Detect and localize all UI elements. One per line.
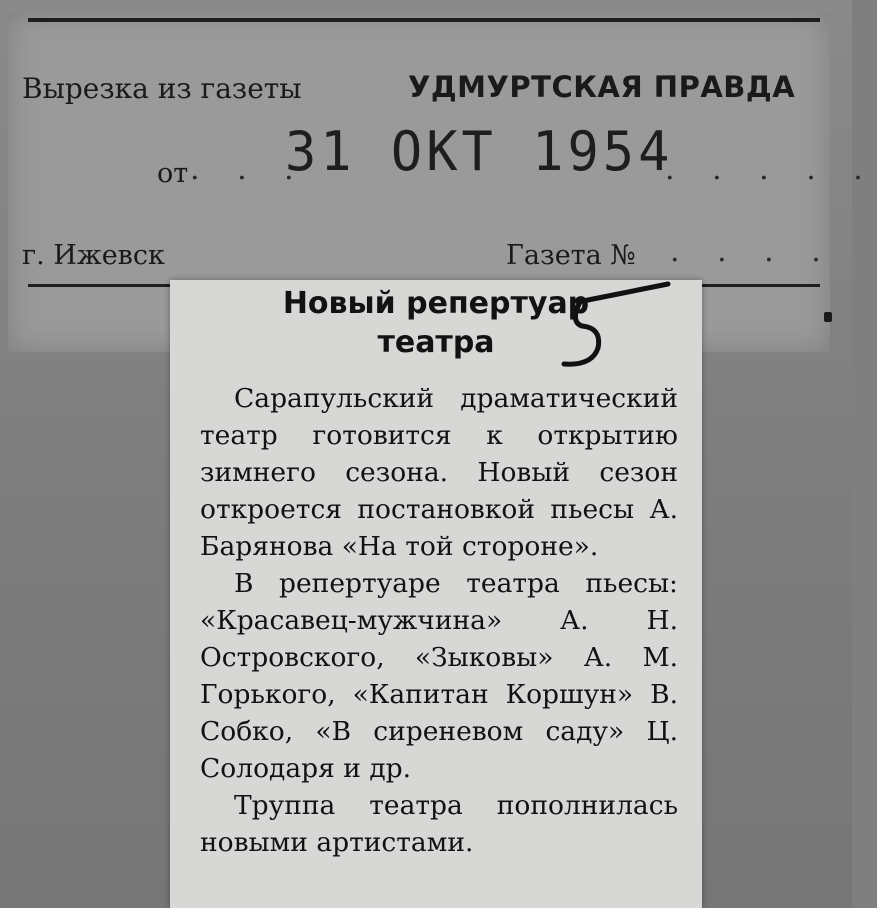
- newspaper-clipping: [170, 280, 702, 908]
- article-title-line1: Новый репертуар: [282, 286, 590, 321]
- gazeta-number-label: Газета №: [506, 240, 636, 271]
- article-paragraph: Сарапульский драматический театр готовится к открытию зимнего сезона. Новый сезон откроется постановкой пьесы А. Барянова «На той стороне».: [200, 383, 678, 562]
- date-stamp: 31 ОКТ 1954: [285, 120, 674, 184]
- date-prefix: от: [157, 158, 189, 189]
- gazeta-number-dots: . . . .: [670, 234, 835, 269]
- handwritten-mark-icon: [540, 282, 680, 372]
- clipping-caption: Вырезка из газеты: [22, 72, 302, 105]
- article-paragraph: Труппа театра пополнилась новыми артистами.: [200, 790, 678, 858]
- city-label: г. Ижевск: [22, 240, 165, 271]
- date-trailer-dots: . . . . .: [665, 152, 877, 187]
- newspaper-name: УДМУРТСКАЯ ПРАВДА: [408, 70, 796, 104]
- ink-dot: [824, 312, 832, 322]
- article-paragraph: В репертуаре театра пьесы: «Красавец-мужчина» А. Н. Островского, «Зыковы» А. М. Горького, «Капитан Коршун» В. Собко, «В сиреневом саду» Ц. Солодаря и др.: [200, 568, 678, 784]
- date-leader-dots: . . .: [190, 152, 308, 187]
- article-body: [200, 380, 678, 861]
- top-rule: [28, 18, 820, 22]
- article-title-line2: театра: [377, 325, 495, 360]
